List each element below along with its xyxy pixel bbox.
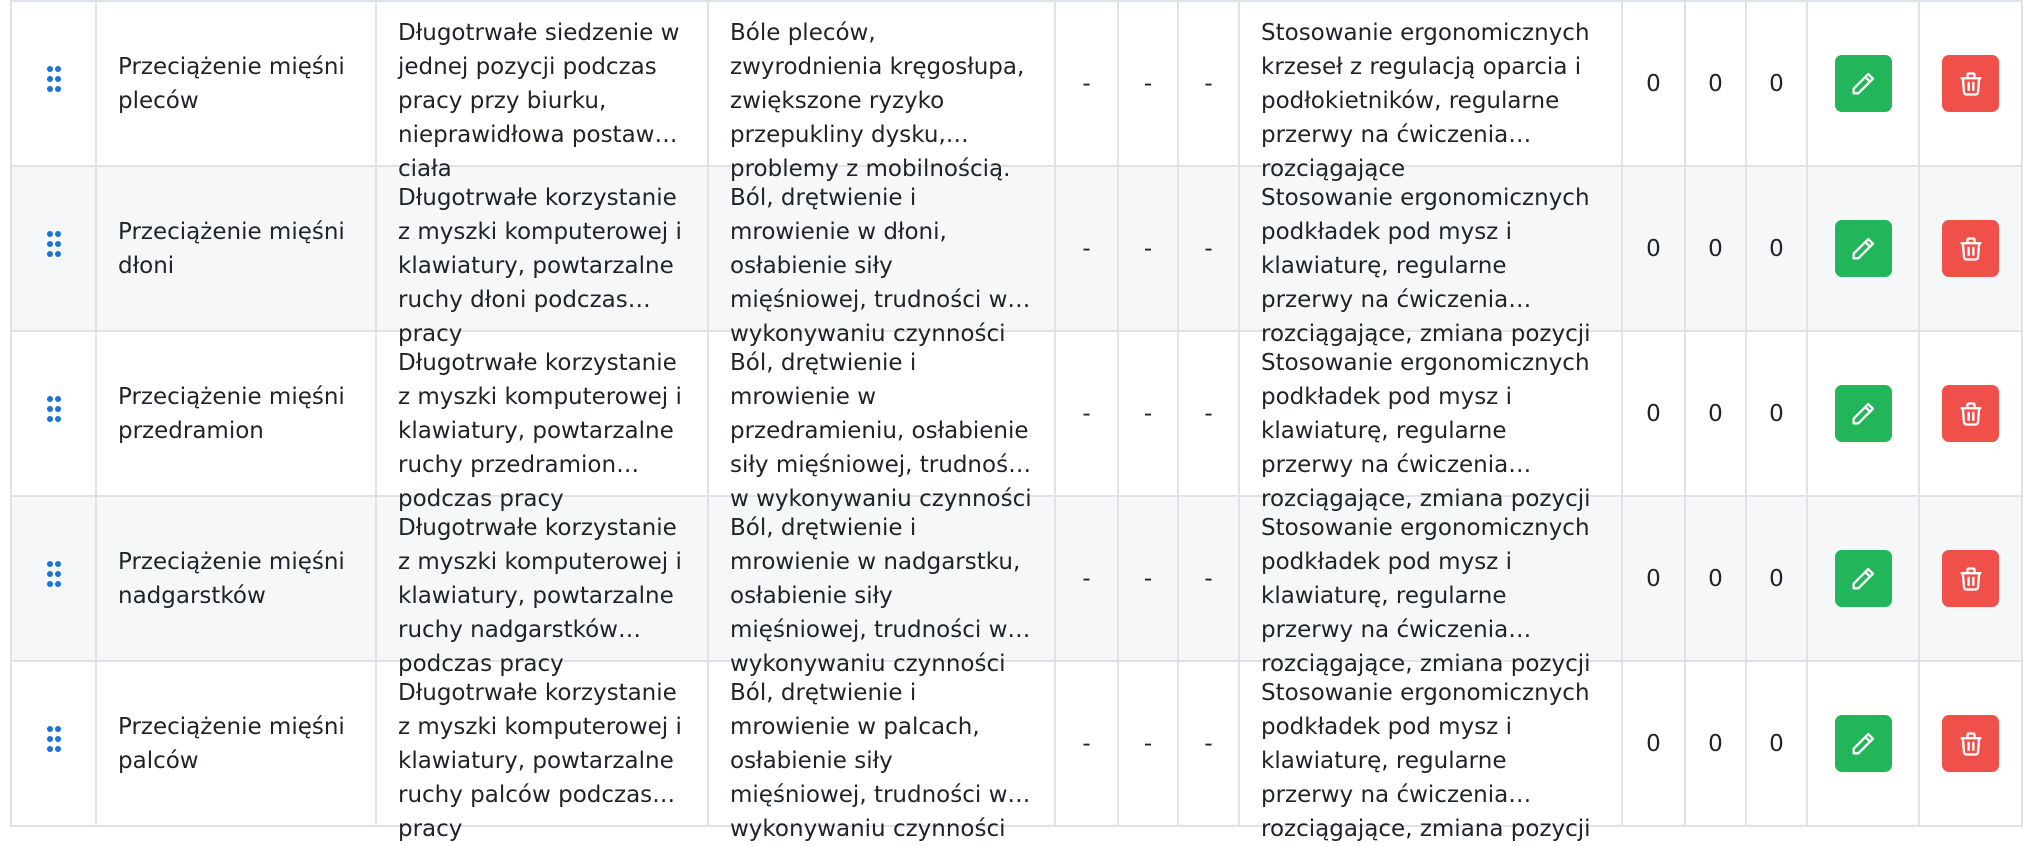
value-cell-1: -	[1055, 496, 1118, 661]
hazard-effects: Ból, drętwienie i mrowienie w dłoni, osłabienie siły mięśniowej, trudności w wykonywaniu czynności	[730, 184, 1008, 347]
drag-handle-icon[interactable]	[46, 560, 62, 588]
drag-handle-icon[interactable]	[46, 725, 62, 753]
score-cell-2: 0	[1685, 661, 1746, 826]
table-row	[11, 166, 2022, 331]
preventive-measures-cell	[1239, 496, 1622, 677]
table-row	[11, 661, 2022, 826]
hazard-effects-cell	[708, 661, 1055, 842]
value-cell-3: -	[1178, 1, 1239, 166]
hazard-cause-cell	[376, 496, 708, 677]
hazard-cause: Długotrwałe korzystanie z myszki komputerowej i klawiatury, powtarzalne ruchy palców podczas pracy	[398, 679, 682, 842]
score-cell-2: 0	[1685, 331, 1746, 496]
preventive-measures-cell	[1239, 1, 1622, 182]
edit-cell	[1807, 331, 1919, 496]
score-cell-3: 0	[1746, 166, 1807, 331]
score-cell-1: 0	[1622, 331, 1685, 496]
hazard-cause-cell	[376, 661, 708, 842]
hazard-effects-cell	[708, 331, 1055, 512]
delete-button[interactable]	[1942, 55, 1999, 112]
hazard-effects-cell	[708, 166, 1055, 347]
preventive-measures-cell	[1239, 166, 1622, 347]
value-cell-2: -	[1118, 331, 1178, 496]
score-cell-1: 0	[1622, 166, 1685, 331]
score-cell-2: 0	[1685, 166, 1746, 331]
hazard-effects-cell	[708, 1, 1055, 182]
hazard-table	[10, 0, 2023, 842]
value-cell-1: -	[1055, 661, 1118, 826]
pencil-icon	[1849, 565, 1877, 593]
trash-icon	[1957, 235, 1985, 263]
value-cell-2: -	[1118, 1, 1178, 166]
edit-cell	[1807, 1, 1919, 166]
edit-button[interactable]	[1835, 550, 1892, 607]
hazard-name-cell	[96, 661, 376, 826]
drag-handle-cell[interactable]	[11, 331, 96, 496]
delete-cell	[1919, 496, 2022, 661]
preventive-measures: Stosowanie ergonomicznych podkładek pod mysz i klawiaturę, regularne przerwy na ćwiczenia rozciągające, zmiana pozycji	[1261, 679, 1591, 842]
table-row	[11, 1, 2022, 166]
score-cell-3: 0	[1746, 331, 1807, 496]
delete-button[interactable]	[1942, 550, 1999, 607]
hazard-name: Przeciążenie mięśni przedramion	[118, 383, 345, 444]
delete-cell	[1919, 331, 2022, 496]
drag-handle-icon[interactable]	[46, 230, 62, 258]
hazard-name: Przeciążenie mięśni pleców	[118, 53, 345, 114]
preventive-measures-cell	[1239, 661, 1622, 842]
delete-button[interactable]	[1942, 220, 1999, 277]
table-row	[11, 496, 2022, 661]
edit-cell	[1807, 166, 1919, 331]
hazard-name: Przeciążenie mięśni palców	[118, 713, 345, 774]
hazard-effects: Ból, drętwienie i mrowienie w palcach, osłabienie siły mięśniowej, trudności w wykonywaniu czynności	[730, 679, 1008, 842]
delete-button[interactable]	[1942, 715, 1999, 772]
hazard-effects: Ból, drętwienie i mrowienie w nadgarstku, osłabienie siły mięśniowej, trudności w wykonywaniu czynności	[730, 514, 1021, 677]
value-cell-1: -	[1055, 1, 1118, 166]
value-cell-3: -	[1178, 166, 1239, 331]
edit-button[interactable]	[1835, 220, 1892, 277]
hazard-cause: Długotrwałe korzystanie z myszki komputerowej i klawiatury, powtarzalne ruchy przedramion podczas pracy	[398, 349, 682, 512]
hazard-name: Przeciążenie mięśni nadgarstków	[118, 548, 345, 609]
trash-icon	[1957, 70, 1985, 98]
hazard-cause: Długotrwałe siedzenie w jednej pozycji podczas pracy przy biurku, nieprawidłowa postawa ciała	[398, 19, 680, 182]
drag-handle-cell[interactable]	[11, 496, 96, 661]
pencil-icon	[1849, 730, 1877, 758]
edit-button[interactable]	[1835, 715, 1892, 772]
value-cell-3: -	[1178, 661, 1239, 826]
score-cell-3: 0	[1746, 661, 1807, 826]
hazard-cause-cell	[376, 166, 708, 347]
hazard-effects: Ból, drętwienie i mrowienie w przedramieniu, osłabienie siły mięśniowej, trudności w wykonywaniu czynności	[730, 349, 1032, 512]
score-cell-1: 0	[1622, 496, 1685, 661]
hazard-name-cell	[96, 166, 376, 331]
preventive-measures: Stosowanie ergonomicznych krzeseł z regulacją oparcia i podłokietników, regularne przerwy na ćwiczenia rozciągające	[1261, 19, 1590, 182]
score-cell-3: 0	[1746, 496, 1807, 661]
value-cell-3: -	[1178, 331, 1239, 496]
pencil-icon	[1849, 70, 1877, 98]
table-row	[11, 331, 2022, 496]
score-cell-2: 0	[1685, 1, 1746, 166]
edit-cell	[1807, 496, 1919, 661]
delete-cell	[1919, 661, 2022, 826]
hazard-cause: Długotrwałe korzystanie z myszki komputerowej i klawiatury, powtarzalne ruchy dłoni podczas pracy	[398, 184, 682, 347]
hazard-name-cell	[96, 496, 376, 661]
value-cell-2: -	[1118, 661, 1178, 826]
preventive-measures: Stosowanie ergonomicznych podkładek pod mysz i klawiaturę, regularne przerwy na ćwiczenia rozciągające, zmiana pozycji	[1261, 514, 1591, 677]
pencil-icon	[1849, 235, 1877, 263]
score-cell-1: 0	[1622, 1, 1685, 166]
trash-icon	[1957, 400, 1985, 428]
edit-button[interactable]	[1835, 385, 1892, 442]
hazard-effects-cell	[708, 496, 1055, 677]
score-cell-1: 0	[1622, 661, 1685, 826]
score-cell-3: 0	[1746, 1, 1807, 166]
value-cell-2: -	[1118, 496, 1178, 661]
drag-handle-cell[interactable]	[11, 166, 96, 331]
preventive-measures: Stosowanie ergonomicznych podkładek pod mysz i klawiaturę, regularne przerwy na ćwiczenia rozciągające, zmiana pozycji	[1261, 349, 1591, 512]
delete-button[interactable]	[1942, 385, 1999, 442]
table-body	[11, 1, 2022, 842]
drag-handle-cell[interactable]	[11, 661, 96, 826]
edit-cell	[1807, 661, 1919, 826]
value-cell-2: -	[1118, 166, 1178, 331]
hazard-cause-cell	[376, 1, 708, 182]
hazard-effects: Bóle pleców, zwyrodnienia kręgosłupa, zwiększone ryzyko przepukliny dysku, problemy z mobilnością.	[730, 19, 1025, 182]
hazard-name-cell	[96, 1, 376, 166]
delete-cell	[1919, 166, 2022, 331]
edit-button[interactable]	[1835, 55, 1892, 112]
trash-icon	[1957, 730, 1985, 758]
hazard-name-cell	[96, 331, 376, 496]
pencil-icon	[1849, 400, 1877, 428]
hazard-cause: Długotrwałe korzystanie z myszki komputerowej i klawiatury, powtarzalne ruchy nadgarstków podczas pracy	[398, 514, 682, 677]
drag-handle-icon[interactable]	[46, 65, 62, 93]
score-cell-2: 0	[1685, 496, 1746, 661]
drag-handle-icon[interactable]	[46, 395, 62, 423]
hazard-name: Przeciążenie mięśni dłoni	[118, 218, 345, 279]
hazard-cause-cell	[376, 331, 708, 512]
drag-handle-cell[interactable]	[11, 1, 96, 166]
value-cell-1: -	[1055, 166, 1118, 331]
preventive-measures-cell	[1239, 331, 1622, 512]
delete-cell	[1919, 1, 2022, 166]
trash-icon	[1957, 565, 1985, 593]
value-cell-3: -	[1178, 496, 1239, 661]
preventive-measures: Stosowanie ergonomicznych podkładek pod mysz i klawiaturę, regularne przerwy na ćwiczenia rozciągające, zmiana pozycji	[1261, 184, 1591, 347]
value-cell-1: -	[1055, 331, 1118, 496]
